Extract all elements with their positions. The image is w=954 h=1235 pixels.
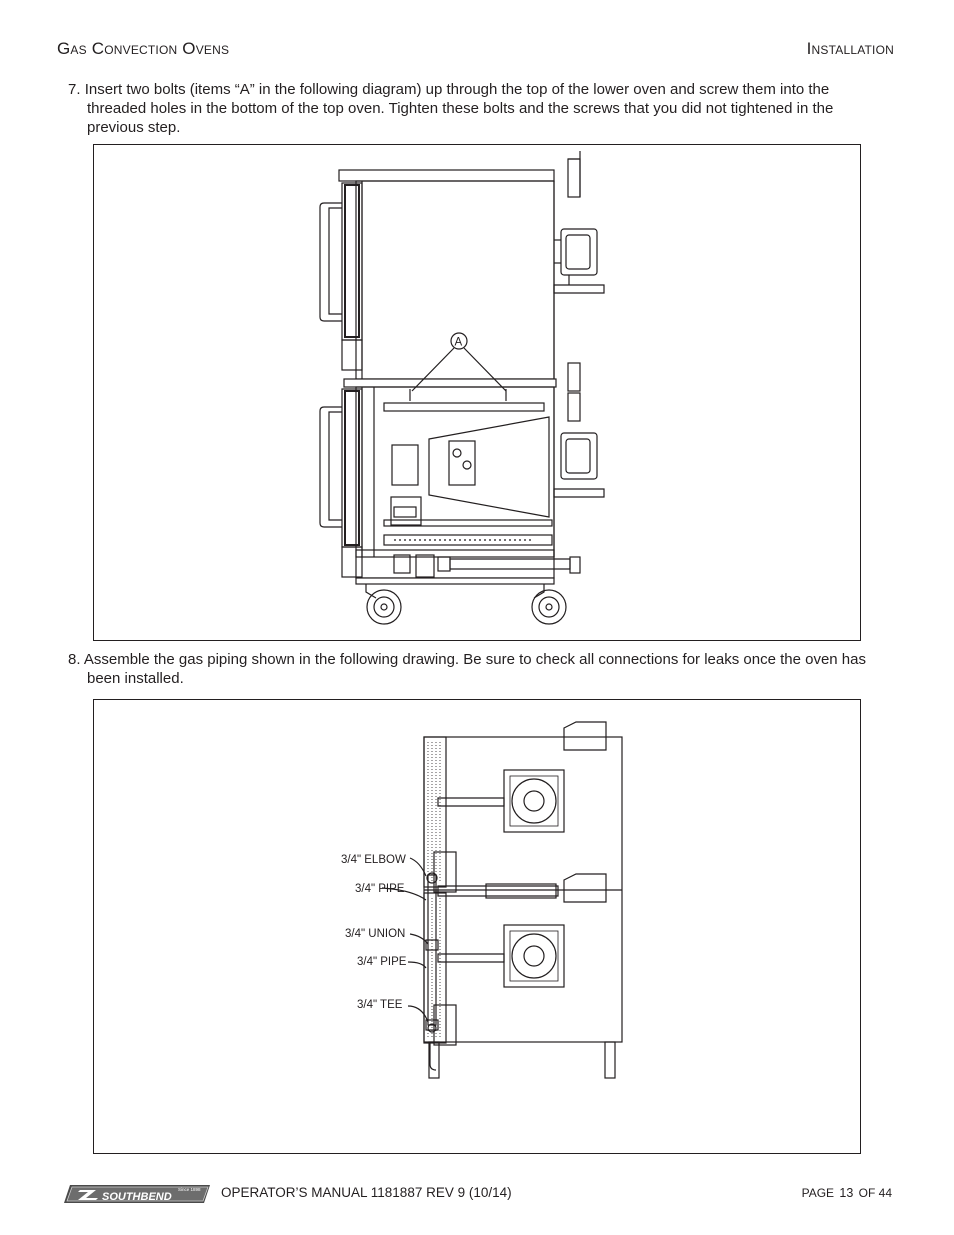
stacked-ovens-diagram [93, 144, 861, 641]
label-pipe-lower: 3/4" PIPE [357, 956, 407, 968]
svg-text:Since 1898: Since 1898 [178, 1187, 201, 1192]
southbend-logo [64, 1183, 212, 1205]
step-7-text: Insert two bolts (items “A” in the following diagram) up through the top of the lower oven and screw them into the threaded holes in the bottom of the top oven. Tighten these bolts and the screws that you did not tightened in the previous step. [84, 81, 834, 136]
label-union: 3/4" UNION [345, 928, 406, 940]
header-section: Installation [806, 39, 894, 58]
step-8-number: 8. [68, 651, 81, 668]
header-title: Gas Convection Ovens [57, 39, 230, 58]
step-7-number: 7. [68, 81, 81, 98]
page-number: 13 [839, 1186, 854, 1200]
label-tee: 3/4" TEE [357, 999, 403, 1011]
gas-piping-diagram [93, 699, 861, 1154]
footer [0, 1180, 954, 1210]
step-8-text: Assemble the gas piping shown in the following drawing. Be sure to check all connections for leaks once the oven has been installed. [83, 651, 866, 687]
svg-text:SOUTHBEND: SOUTHBEND [102, 1191, 172, 1203]
label-pipe-upper: 3/4" PIPE [355, 883, 405, 895]
page-of: OF 44 [858, 1186, 892, 1200]
callout-a-label: A [454, 336, 463, 349]
step-8 [68, 650, 880, 688]
manual-reference: OPERATOR’S MANUAL 1181887 REV 9 (10/14) [221, 1185, 512, 1200]
label-elbow: 3/4" ELBOW [341, 854, 406, 866]
page-info [800, 1186, 892, 1200]
page-label: PAGE [801, 1186, 835, 1200]
step-7 [68, 80, 880, 137]
